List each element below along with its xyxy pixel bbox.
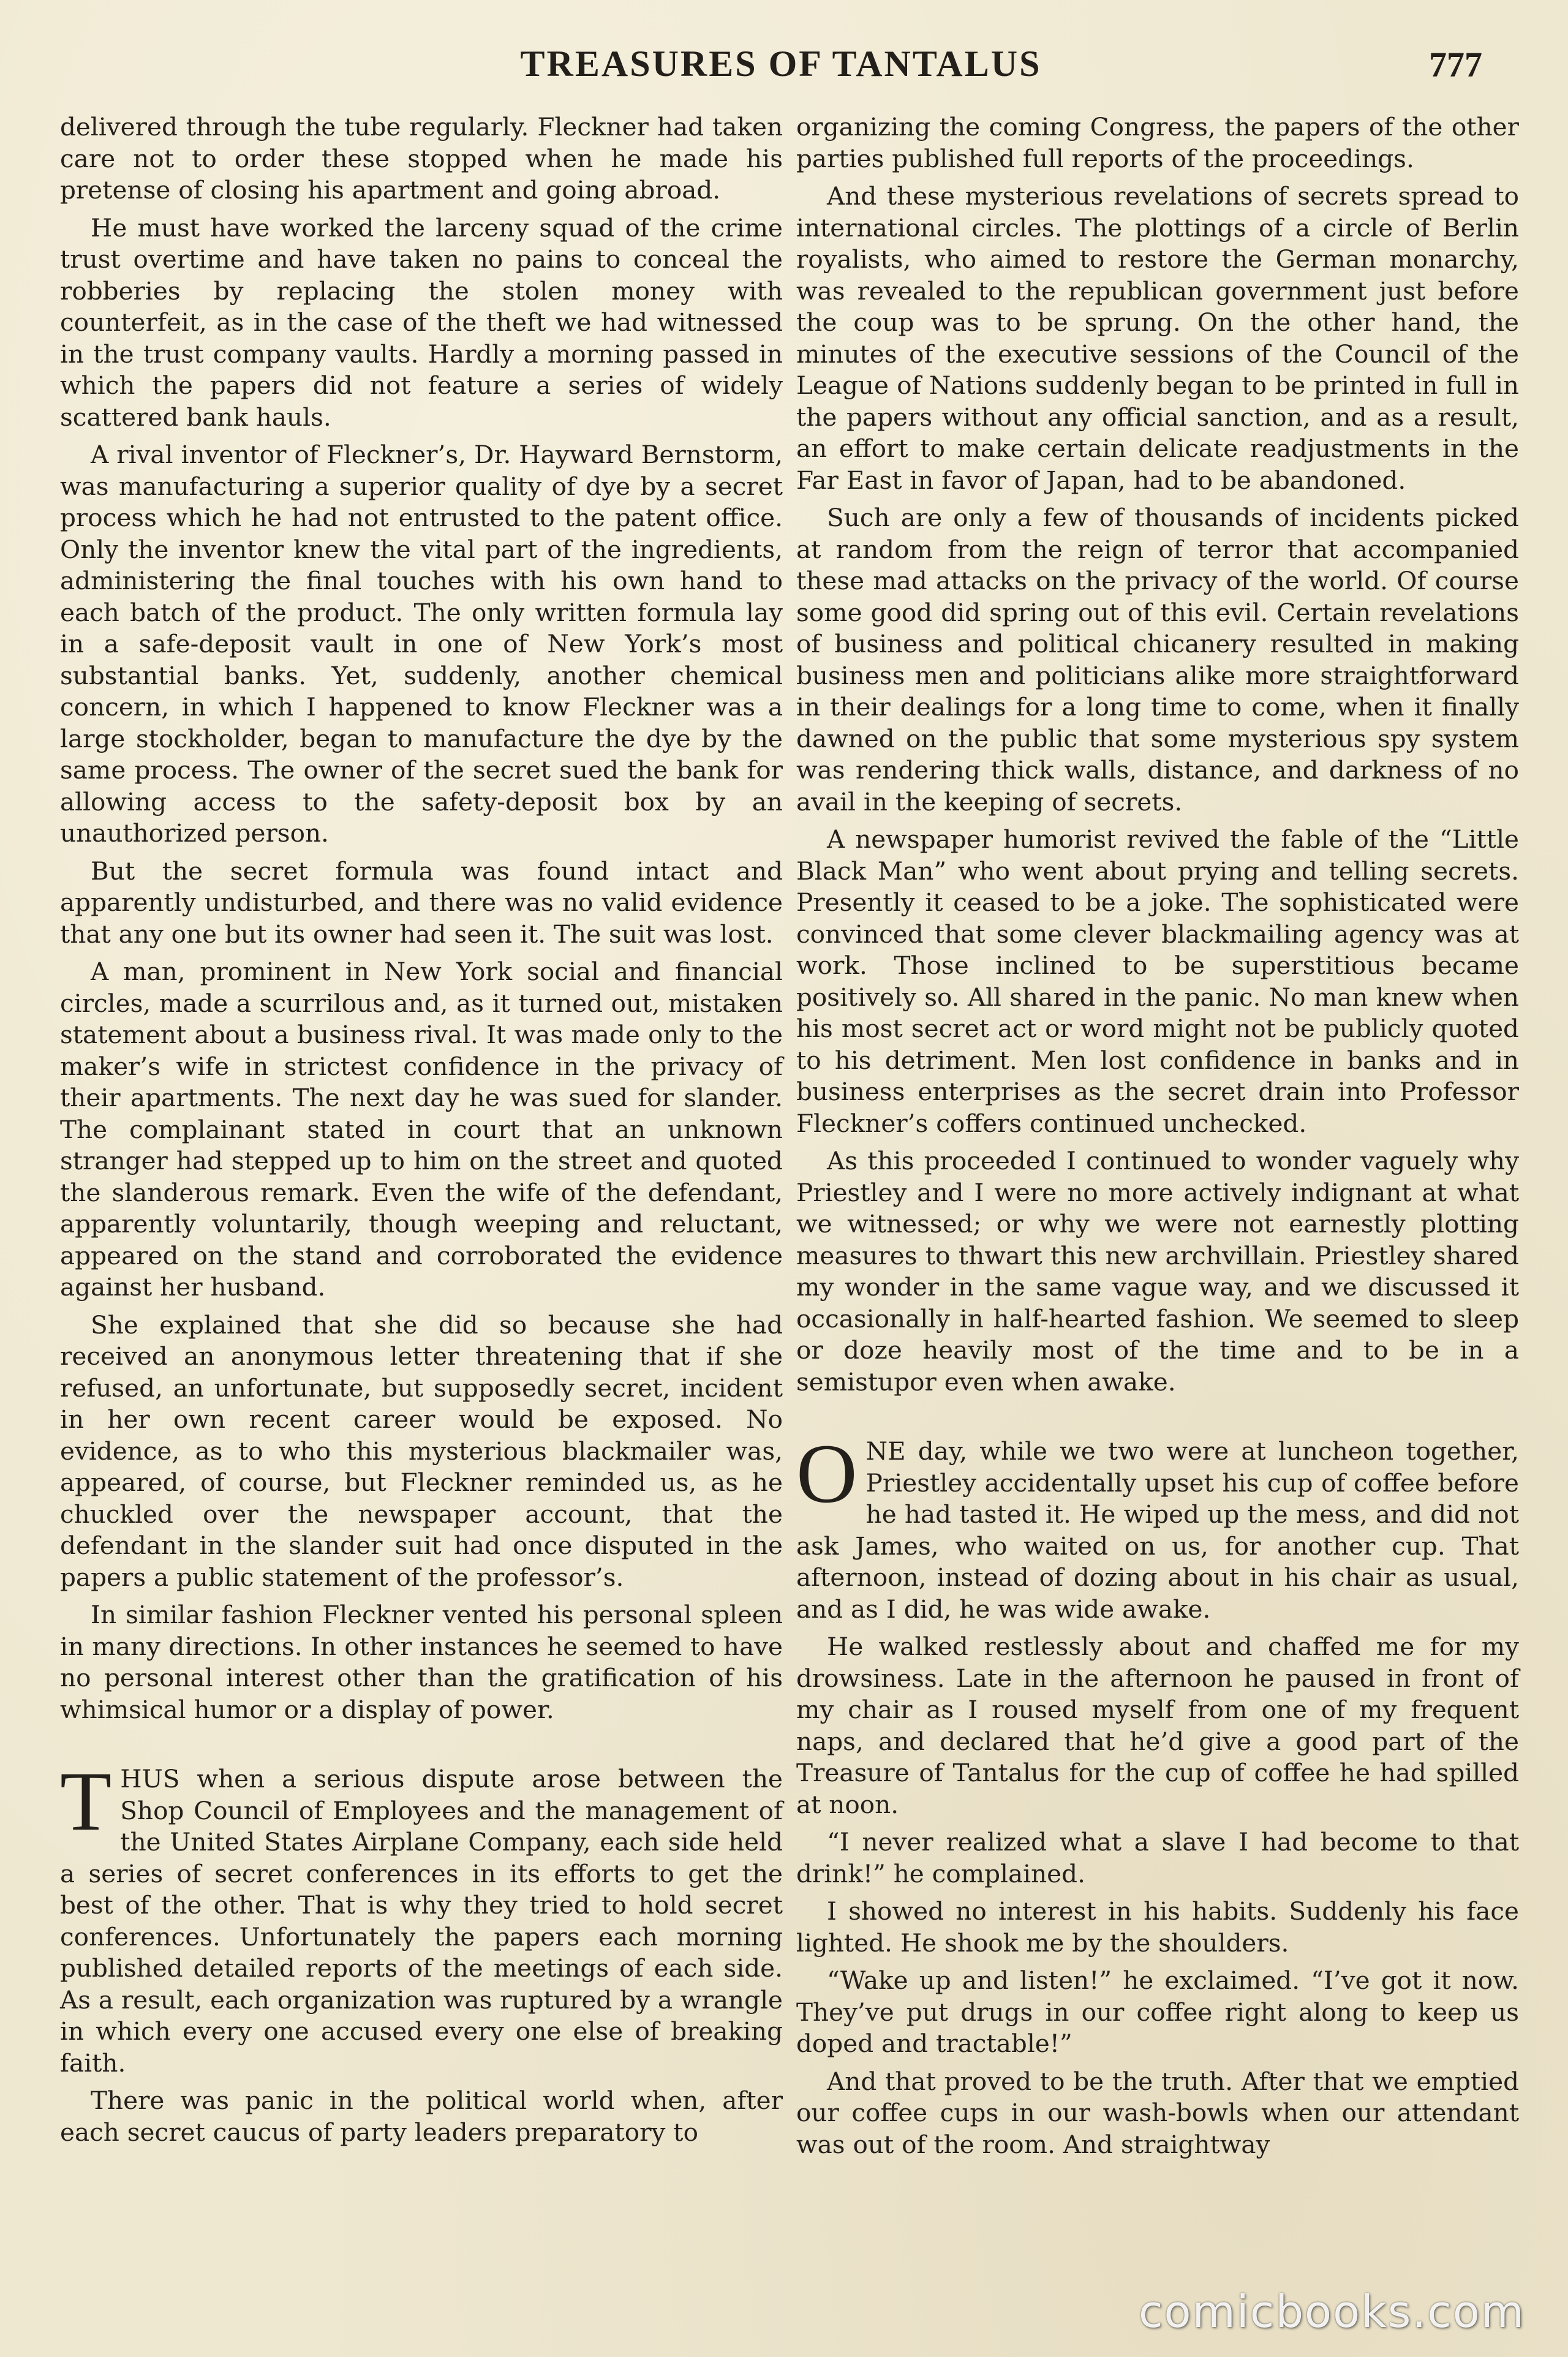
- paragraph: She explained that she did so because she had received an anonymous letter threatening that if she refused, an unfortunate, but supposedly secret, incident in her own recent career would be exposed. No evidence, as to who this mysterious blackmailer was, appeared, of course, but Fleckner reminded us, as he chuckled over the newspaper account, that the defendant in the slander suit had once disputed in the papers a public statement of the professor’s.: [60, 1310, 783, 1592]
- paragraph: But the secret formula was found intact and apparently undisturbed, and there was no valid evidence that any one but its owner had seen it. The suit was lost.: [60, 856, 783, 949]
- paragraph: I showed no interest in his habits. Suddenly his face lighted. He shook me by the shoulders.: [796, 1896, 1519, 1958]
- paragraph: “Wake up and listen!” he exclaimed. “I’ve got it now. They’ve put drugs in our coffee right along to keep us doped and tractable!”: [796, 1966, 1519, 2058]
- paragraph: There was panic in the political world when, after each secret caucus of party leaders preparatory to: [60, 2086, 783, 2147]
- paragraph-text: day, while we two were at luncheon together, Priestley accidentally upset his cup of coffee before he had tasted it. He wiped up the mess, and did not ask James, who waited on us, for another cup. That afternoon, instead of dozing about in his chair as usual, and as I did, he was wide awake.: [796, 1436, 1519, 1624]
- page-header: [55, 43, 1507, 104]
- paragraph: “I never realized what a slave I had become to that drink!” he complained.: [796, 1827, 1519, 1888]
- lead-in: NE: [865, 1436, 906, 1466]
- paragraph: And these mysterious revelations of secrets spread to international circles. The plottings of a circle of Berlin royalists, who aimed to restore the German monarchy, was revealed to the republican government just before the coup was to be sprung. On the other hand, the minutes of the executive sessions of the Council of the League of Nations suddenly began to be printed in full in the papers without any official sanction, and as a result, an effort to make certain delicate readjustments in the Far East in favor of Japan, had to be abandoned.: [796, 181, 1519, 495]
- lead-in: HUS: [120, 1764, 180, 1793]
- section-opening-paragraph: [60, 1754, 783, 2079]
- paragraph: A man, prominent in New York social and financial circles, made a scurrilous and, as it turned out, mistaken statement about a business rival. It was made only to the maker’s wife in strictest confidence in the privacy of their apartments. The next day he was sued for slander. The complainant stated in court that an unknown stranger had stepped up to him on the street and quoted the slanderous remark. Even the wife of the defendant, apparently voluntarily, though weeping and reluctant, appeared on the stand and corroborated the evidence against her husband.: [60, 957, 783, 1302]
- page-number: 777: [1429, 45, 1482, 85]
- paragraph: And that proved to be the truth. After that we emptied our coffee cups in our wash-bowls when our attendant was out of the room. And straightway: [796, 2066, 1519, 2159]
- paragraph: organizing the coming Congress, the papers of the other parties published full reports of the proceedings.: [796, 112, 1519, 173]
- paragraph: delivered through the tube regularly. Fleckner had taken care not to order these stopped when he made his pretense of closing his apartment and going abroad.: [60, 112, 783, 205]
- drop-cap: T: [60, 1754, 112, 1848]
- paragraph: He must have worked the larceny squad of the crime trust overtime and have taken no pains to conceal the robberies by replacing the stolen money with counterfeit, as in the case of the theft we had witnessed in the trust company vaults. Hardly a morning passed in which the papers did not feature a series of widely scattered bank hauls.: [60, 213, 783, 432]
- section-opening-paragraph: [796, 1427, 1519, 1625]
- paragraph: He walked restlessly about and chaffed me for my drowsiness. Late in the afternoon he paused in front of my chair as I roused myself from one of my frequent naps, and declared that he’d give a good part of the Treasure of Tantalus for the cup of coffee he had spilled at noon.: [796, 1632, 1519, 1819]
- watermark: comicbooks.com: [1138, 2286, 1525, 2337]
- paragraph-text: when a serious dispute arose between the Shop Council of Employees and the management of the United States Airplane Company, each side held a series of secret conferences in its efforts to get the best of the other. That is why they tried to hold secret conferences. Unfortunately the papers each morning published detailed reports of the meetings of each side. As a result, each organization was ruptured by a wrangle in which every one accused every one else of breaking faith.: [60, 1764, 783, 2078]
- right-column: [796, 111, 1519, 2167]
- paragraph: As this proceeded I continued to wonder vaguely why Priestley and I were no more actively indignant at what we witnessed; or why we were not earnestly plotting measures to thwart this new archvillain. Priestley shared my wonder in the same vague way, and we discussed it occasionally in half-hearted fashion. We seemed to sleep or doze heavily most of the time and to be in a semistupor even when awake.: [796, 1146, 1519, 1397]
- paragraph: In similar fashion Fleckner vented his personal spleen in many directions. In other instances he seemed to have no personal interest other than the gratification of his whimsical humor or a display of power.: [60, 1600, 783, 1724]
- paragraph: A newspaper humorist revived the fable of the “Little Black Man” who went about prying and telling secrets. Presently it ceased to be a joke. The sophisticated were convinced that some clever blackmailing agency was at work. Those inclined to be superstitious became positively so. All shared in the panic. No man knew when his most secret act or word might not be publicly quoted to his detriment. Men lost confidence in banks and in business enterprises as the secret drain into Professor Fleckner’s coffers continued unchecked.: [796, 824, 1519, 1138]
- paragraph: A rival inventor of Fleckner’s, Dr. Hayward Bernstorm, was manufacturing a superior quality of dye by a secret process which he had not entrusted to the patent office. Only the inventor knew the vital part of the ingredients, administering the final touches with his own hand to each batch of the product. The only written formula lay in a safe-deposit vault in one of New York’s most substantial banks. Yet, suddenly, another chemical concern, in which I happened to know Fleckner was a large stockholder, began to manufacture the dye by the same process. The owner of the secret sued the bank for allowing access to the safety-deposit box by an unauthorized person.: [60, 440, 783, 848]
- paragraph: Such are only a few of thousands of incidents picked at random from the reign of terror that accompanied these mad attacks on the privacy of the world. Of course some good did spring out of this evil. Certain revelations of business and political chicanery resulted in making business men and politicians alike more straightforward in their dealings for a long time to come, when it finally dawned on the public that some mysterious spy system was rendering thick walls, distance, and darkness of no avail in the keeping of secrets.: [796, 503, 1519, 816]
- running-title: TREASURES OF TANTALUS: [520, 43, 1042, 84]
- left-column: [60, 111, 783, 2154]
- drop-cap: O: [796, 1427, 858, 1520]
